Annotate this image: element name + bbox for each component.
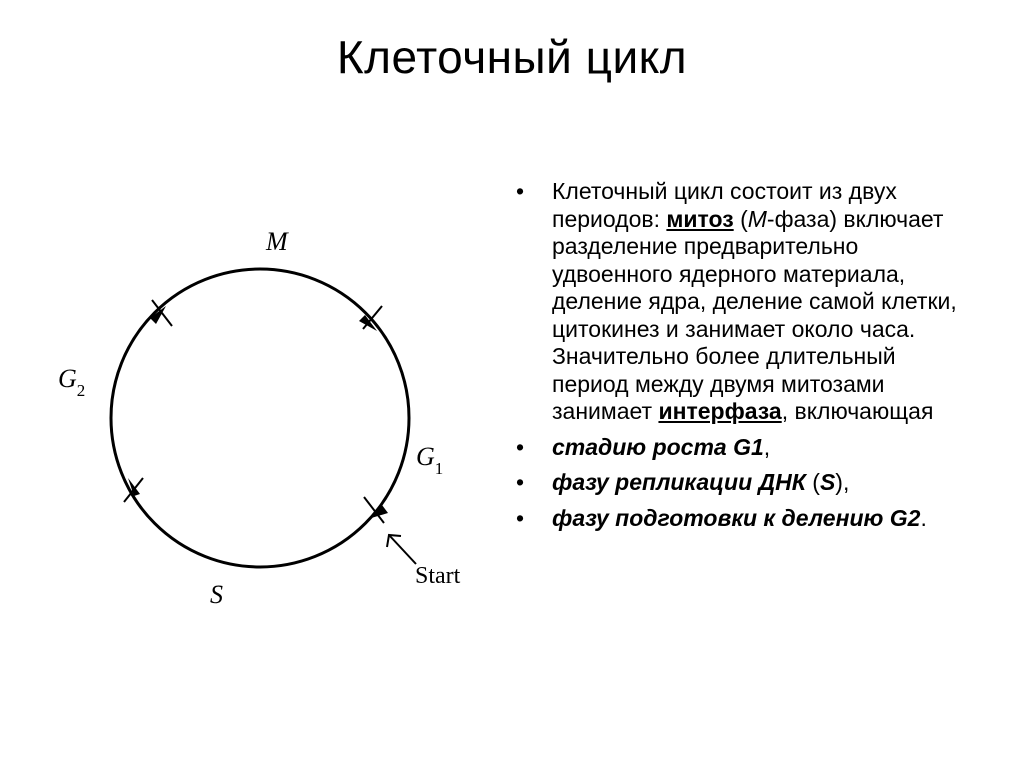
cell-cycle-diagram <box>0 0 500 767</box>
label-g2: $G_2$ <box>58 364 86 400</box>
bullet-cycle-description: • Клеточный цикл состоит из двух периодов: митоз (М-фаза) включает разделение предварительно удвоенного ядерного материала, деление ядра, деление самой клетки, цитокинез и занимает около часа. Значительно более длительный период между двумя митозами занимает интерфаза, включающая <box>510 178 970 426</box>
label-m: M <box>266 227 288 256</box>
term-interfaza: интерфаза <box>658 398 782 424</box>
cycle-circle <box>111 269 409 567</box>
bullet-s: • фазу репликации ДНК (S), <box>510 469 970 497</box>
label-s: S <box>210 580 223 609</box>
bullet-g1: • стадию роста G1, <box>510 434 970 462</box>
content-text <box>510 178 970 540</box>
term-mitoz: митоз <box>666 205 734 232</box>
label-g1: $G_1$ <box>416 442 444 478</box>
label-start: Start <box>415 563 461 589</box>
bullet-g2: • фазу подготовки к делению G2. <box>510 505 970 533</box>
bullet-list <box>510 178 970 532</box>
slide-title: Клеточный цикл <box>336 31 688 83</box>
start-pointer-line <box>389 535 416 564</box>
